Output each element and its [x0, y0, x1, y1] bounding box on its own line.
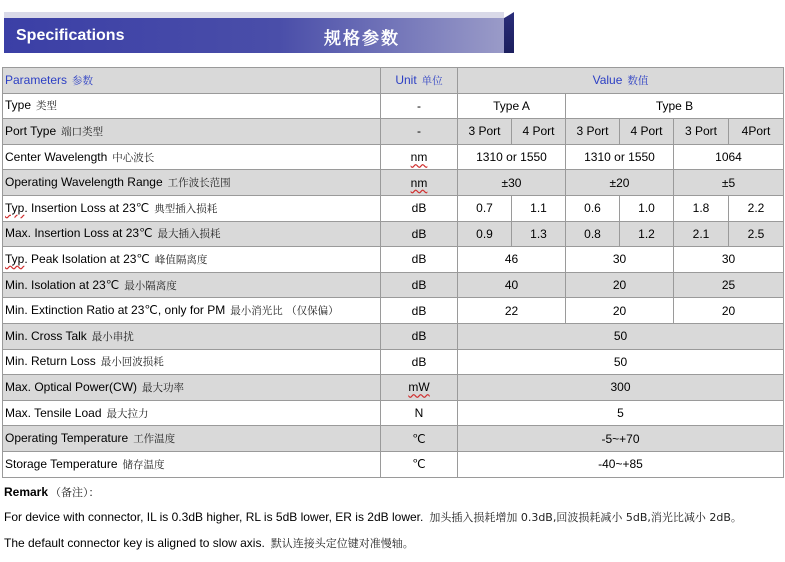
- value-cell: 0.9: [458, 221, 512, 247]
- value-cell: 1064: [674, 144, 784, 170]
- param-name: Operating Temperature 工作温度: [3, 426, 381, 452]
- param-name: Typ. Insertion Loss at 23℃ 典型插入损耗: [3, 195, 381, 221]
- unit-cell: dB: [381, 272, 458, 298]
- table-row-max-tensile-load: [3, 400, 784, 426]
- value-cell: 1.2: [620, 221, 674, 247]
- param-name: Typ. Peak Isolation at 23℃ 峰值隔离度: [3, 247, 381, 273]
- unit-cell: -: [381, 93, 458, 119]
- value-cell: 5: [458, 400, 784, 426]
- header-unit: Unit 单位: [381, 68, 458, 94]
- param-name: Min. Isolation at 23℃ 最小隔离度: [3, 272, 381, 298]
- value-cell: ±30: [458, 170, 566, 196]
- table-row-min-return-loss: [3, 349, 784, 375]
- value-cell: 22: [458, 298, 566, 324]
- unit-cell: dB: [381, 298, 458, 324]
- value-cell: ±5: [674, 170, 784, 196]
- value-cell: 1.1: [512, 195, 566, 221]
- unit-cell: ℃: [381, 426, 458, 452]
- unit-cell: dB: [381, 247, 458, 273]
- banner-side-edge: [504, 12, 514, 53]
- table-row-operating-wavelength-range: [3, 170, 784, 196]
- value-cell: 30: [674, 247, 784, 273]
- unit-cell: nm: [381, 144, 458, 170]
- header-value: Value 数值: [458, 68, 784, 94]
- value-cell: 30: [566, 247, 674, 273]
- unit-cell: nm: [381, 170, 458, 196]
- table-row-port-type: [3, 119, 784, 145]
- table-row-min-extinction-ratio: [3, 298, 784, 324]
- value-cell: 300: [458, 375, 784, 401]
- value-cell: 40: [458, 272, 566, 298]
- unit-cell: dB: [381, 221, 458, 247]
- param-name: Min. Cross Talk 最小串扰: [3, 323, 381, 349]
- param-name: Max. Optical Power(CW) 最大功率: [3, 375, 381, 401]
- value-cell: 3 Port: [674, 119, 729, 145]
- value-cell: -5~+70: [458, 426, 784, 452]
- table-row-max-insertion-loss: [3, 221, 784, 247]
- specifications-table: [2, 67, 784, 478]
- table-row-type: [3, 93, 784, 119]
- value-cell: Type A: [458, 93, 566, 119]
- value-cell: 50: [458, 349, 784, 375]
- value-cell: 1310 or 1550: [458, 144, 566, 170]
- unit-cell: ℃: [381, 451, 458, 477]
- table-row-operating-temperature: [3, 426, 784, 452]
- value-cell: -40~+85: [458, 451, 784, 477]
- banner-title-cn: 规格参数: [324, 29, 400, 49]
- value-cell: 0.6: [566, 195, 620, 221]
- value-cell: 1.8: [674, 195, 729, 221]
- param-name: Center Wavelength 中心波长: [3, 144, 381, 170]
- value-cell: 4 Port: [620, 119, 674, 145]
- value-cell: 4Port: [729, 119, 784, 145]
- unit-cell: -: [381, 119, 458, 145]
- value-cell: 1.3: [512, 221, 566, 247]
- table-row-min-cross-talk: [3, 323, 784, 349]
- value-cell: 20: [566, 272, 674, 298]
- table-header-row: [3, 68, 784, 94]
- table-row-typ-peak-isolation: [3, 247, 784, 273]
- param-name: Port Type 端口类型: [3, 119, 381, 145]
- value-cell: 20: [566, 298, 674, 324]
- value-cell: 25: [674, 272, 784, 298]
- banner-title-en: Specifications: [16, 27, 125, 44]
- remark-line-1: For device with connector, IL is 0.3dB higher, RL is 5dB lower, ER is 2dB lower. 加头插入损耗增加 0.3dB,回波损耗减小 5dB,消光比减小 2dB。: [4, 510, 742, 524]
- param-name: Type 类型: [3, 93, 381, 119]
- value-cell: 1310 or 1550: [566, 144, 674, 170]
- value-cell: 1.0: [620, 195, 674, 221]
- remark-line-2: The default connector key is aligned to slow axis. 默认连接头定位键对准慢轴。: [4, 536, 414, 550]
- param-name: Operating Wavelength Range 工作波长范围: [3, 170, 381, 196]
- param-name: Min. Extinction Ratio at 23℃, only for PM 最小消光比 （仅保偏）: [3, 298, 381, 324]
- param-name: Storage Temperature 储存温度: [3, 451, 381, 477]
- table-row-min-isolation: [3, 272, 784, 298]
- value-cell: 50: [458, 323, 784, 349]
- table-row-storage-temperature: [3, 451, 784, 477]
- value-cell: Type B: [566, 93, 784, 119]
- unit-cell: dB: [381, 349, 458, 375]
- unit-cell: dB: [381, 195, 458, 221]
- header-parameters: Parameters 参数: [3, 68, 381, 94]
- table-row-typ-insertion-loss: [3, 195, 784, 221]
- unit-cell: mW: [381, 375, 458, 401]
- param-name: Max. Tensile Load 最大拉力: [3, 400, 381, 426]
- value-cell: 3 Port: [458, 119, 512, 145]
- value-cell: 46: [458, 247, 566, 273]
- value-cell: ±20: [566, 170, 674, 196]
- value-cell: 4 Port: [512, 119, 566, 145]
- value-cell: 3 Port: [566, 119, 620, 145]
- param-name: Min. Return Loss 最小回波损耗: [3, 349, 381, 375]
- value-cell: 0.8: [566, 221, 620, 247]
- table-row-max-optical-power: [3, 375, 784, 401]
- param-name: Max. Insertion Loss at 23℃ 最大插入损耗: [3, 221, 381, 247]
- value-cell: 20: [674, 298, 784, 324]
- value-cell: 2.2: [729, 195, 784, 221]
- value-cell: 2.1: [674, 221, 729, 247]
- unit-cell: N: [381, 400, 458, 426]
- value-cell: 0.7: [458, 195, 512, 221]
- unit-cell: dB: [381, 323, 458, 349]
- section-banner: [4, 12, 512, 55]
- table-row-center-wavelength: [3, 144, 784, 170]
- value-cell: 2.5: [729, 221, 784, 247]
- remark-heading: Remark （备注）：: [4, 485, 100, 499]
